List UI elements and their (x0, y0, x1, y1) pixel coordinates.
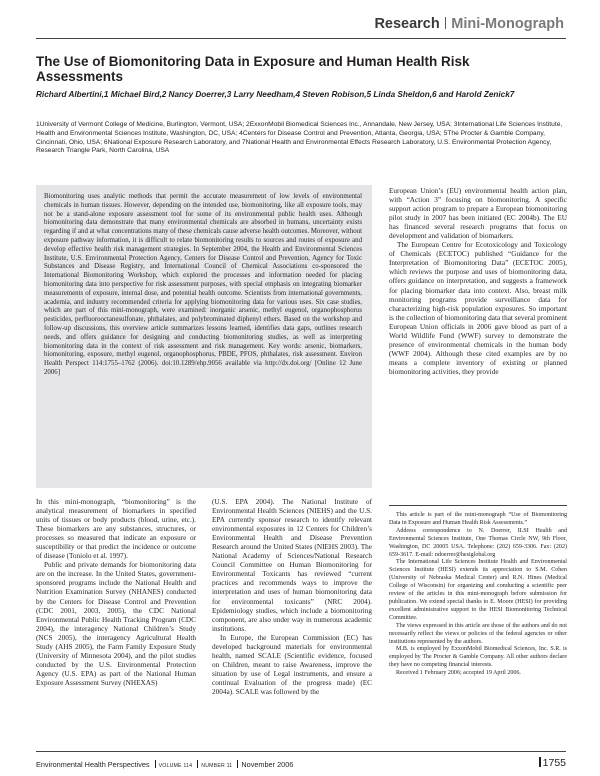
header-rule (36, 38, 566, 39)
article-title: The Use of Biomonitoring Data in Exposure and Human Health Risk Assessments (36, 54, 470, 84)
paragraph: In Europe, the European Commission (EC) has developed background materials for environmental health, named SCALE (Scientific evidence, focused on Children, meant to raise Awareness, improve the situation by use of Legal instruments, and ensure a continual Evaluation of the progress made) (EC 2004a). SCALE was followed by the (212, 633, 372, 696)
body-column-2 (212, 498, 372, 748)
journal-name: Environmental Health Perspectives (36, 760, 150, 769)
paragraph: (U.S. EPA 2004). The National Institute of Environmental Health Sciences (NIEHS) and the U.S. EPA currently sponsor research to identify relevant environmental exposures in 12 Centers for Children’s Environmental Health and Disease Prevention Research around the United States (NIEHS 2003). The National Academy of Sciences/National Research Council Committee on Human Biomonitoring for Environmental Toxicants has reviewed “current practices and recommends ways to improve the interpretation and uses of human biomonitoring data for environmental toxicants” (NRC 2004). Epidemiology studies, which include a biomonitoring component, are also under way in numerous academic institutions. (212, 498, 372, 633)
paragraph: The European Centre for Ecotoxicology and Toxicology of Chemicals (ECETOC) published “Guidance for the Interpretation of Biomonitoring Data” (ECETOC 2005), which reviews the purpose and uses of biomonitoring data, offers guidance on interpretation, and suggests a framework for placing biomarker data into context. Also, breast milk monitoring programs provide surveillance data for characterizing high-risk population exposures. So important is the collection of biomonitoring data that several prominent European Union officials in 2006 gave blood as part of a World Wildlife Fund (WWF) survey to demonstrate the presence of environmental chemicals in the human body (WWF 2004). Although these cited examples are by no means a complete inventory of existing or planned biomonitoring activities, they provide (389, 241, 567, 376)
article-notes (389, 505, 567, 745)
footer-rule (36, 751, 566, 752)
header-separator (445, 17, 447, 29)
page-number: 1755 (542, 757, 566, 769)
issue-number: NUMBER 11 (201, 763, 233, 769)
note-paragraph: Received 1 February 2006; accepted 19 April 2006. (396, 670, 521, 677)
paragraph: Public and private demands for biomonitoring data are on the increase. In the United States, government-sponsored programs include the National Health and Nutrition Examination Survey (NHANES) conducted by the Centers for Disease Control and Prevention (CDC 2001, 2003, 2005), the CDC National Environmental Public Health Tracking Program (CDC 2004), the interagency National Children’s Study (NCS 2005), the interagency Agricultural Health Study (AHS 2005), the Farm Family Exposure Study (University of Minnesota 2004), and the pilot studies conducted by the U.S. Environmental Protection Agency (U.S. EPA) as part of the National Human Exposure Assessment Survey (NHEXAS) (36, 561, 196, 687)
footer-divider (197, 760, 198, 768)
note-paragraph: The International Life Sciences Institute Health and Environmental Sciences Institute (HESI) extends its appreciation to S.M. Cohen (University of Nebraska Medical Center) and R.N. Hines (Medical College of Wisconsin) for organizing and conducting a scientific peer review of the articles in this mini-monograph before submission for publication. We extend special thanks to E. Moore (HESI) for providing excellent administrative support to the HESI Biomonitoring Technical Committee. (389, 559, 567, 621)
section-label: Research (374, 16, 440, 32)
note-paragraph: The views expressed in this article are those of the authors and do not necessarily reflect the views or policies of the federal agencies or other institutions represented by the authors. (389, 622, 567, 645)
body-column-1 (36, 498, 196, 748)
paragraph: European Union’s (EU) environmental health action plan, with “Action 3” focusing on biomonitoring. A specific support action program to prepare a European biomonitoring pilot study in 2007 has been initiated (EC 2004b). The EU has financed several research programs that focus on development and validation of biomarkers. (389, 187, 567, 241)
subsection-label: Mini-Monograph (451, 16, 564, 32)
note-paragraph: M.B. is employed by ExxonMobil Biomedical Sciences, Inc. S.R. is employed by The Procter & Gamble Company. All other authors declare they have no competing financial interests. (389, 646, 567, 669)
body-column-3 (389, 187, 567, 493)
section-header (374, 16, 564, 32)
author-list: Richard Albertini,1 Michael Bird,2 Nancy Doerrer,3 Larry Needham,4 Steven Robison,5 Linda Sheldon,6 and Harold Zenick7 (36, 90, 515, 99)
page-number-block (539, 757, 566, 769)
note-paragraph: Address correspondence to N. Doerrer, ILSI Health and Environmental Sciences Institute, One Thomas Circle NW, 9th Floor, Washington, DC 20005 USA. Telephone: (202) 659-3306. Fax: (202) 659-3617. E-mail: ndoerrer@hesiglobal.org (389, 527, 567, 558)
notes-rule (389, 505, 567, 506)
footer-divider (237, 760, 238, 768)
volume-label: VOLUME 114 (158, 763, 193, 769)
issue-date: November 2006 (241, 760, 294, 769)
abstract-box: Biomonitoring uses analytic methods that permit the accurate measurement of low levels of environmental chemicals in human tissues. However, depending on the intended use, biomonitoring, like all exposure tools, may not be a stand-alone exposure assessment tool for some of its environmental public health uses. Although biomonitoring data demonstrate that many environmental chemicals are absorbed in humans, uncertainty exists regarding if and at what concentrations many of these chemicals cause adverse health outcomes. Moreover, without exposure pathway information, it is difficult to relate biomonitoring results to sources and routes of exposure and develop effective health risk management strategies. In September 2004, the Health and Environmental Sciences Institute, U.S. Environmental Protection Agency, Centers for Disease Control and Prevention, Agency for Toxic Substances and Disease Registry, and International Council of Chemical Associations co-sponsored the International Biomonitoring Workshop, which explored the processes and information needed for placing biomonitoring data into perspective for risk assessment purposes, with special emphasis on integrating biomarker measurements of exposure, internal dose, and potential health outcome. Scientists from international governments, academia, and industry recommended criteria for applying biomonitoring data for various uses. Six case studies, which are part of this mini-monograph, were examined: inorganic arsenic, methyl eugenol, organophosphorus pesticides, perfluorooctanesulfonate, phthalates, and polybrominated diphenyl ethers. Based on the workshop and follow-up discussions, this overview article summarizes lessons learned, identifies data gaps, outlines research needs, and offers guidance for designing and conducting biomonitoring studies, as well as interpreting biomonitoring data in the context of risk assessment and risk management. Key words: arsenic, biomarkers, biomonitoring, exposure, methyl eugenol, organophosphorus, PBDE, PFOS, phthalates, risk assessment. Environ Health Perspect 114:1755–1762 (2006). doi:10.1289/ehp.9056 available via http://dx.doi.org/ [Online 12 June 2006] (36, 185, 372, 488)
note-paragraph: This article is part of the mini-monograph “Use of Biomonitoring Data in Exposure and Human Health Risk Assessments.” (389, 512, 567, 526)
footer-divider (155, 760, 156, 768)
journal-footer (36, 760, 293, 769)
paragraph: In this mini-monograph, “biomonitoring” is the analytical measurement of biomarkers in specified units of tissues or body products (blood, urine, etc.). These biomarkers are any substances, structures, or processes so measured that indicate an exposure or susceptibility or that predict the incidence or outcome of disease (Toniolo et al. 1997). (36, 498, 196, 561)
affiliations: 1University of Vermont College of Medicine, Burlington, Vermont, USA; 2ExxonMobil Biomedical Sciences Inc., Annandale, New Jersey, USA; 3International Life Sciences Institute, Health and Environmental Sciences Institute, Washington, DC, USA; 4Centers for Disease Control and Prevention, Atlanta, Georgia, USA; 5The Procter & Gamble Company, Cincinnati, Ohio, USA; 6National Exposure Research Laboratory, and 7National Health and Environmental Effects Research Laboratory, U.S. Environmental Protection Agency, Research Triangle Park, North Carolina, USA (36, 121, 563, 155)
page-bar (539, 757, 541, 767)
